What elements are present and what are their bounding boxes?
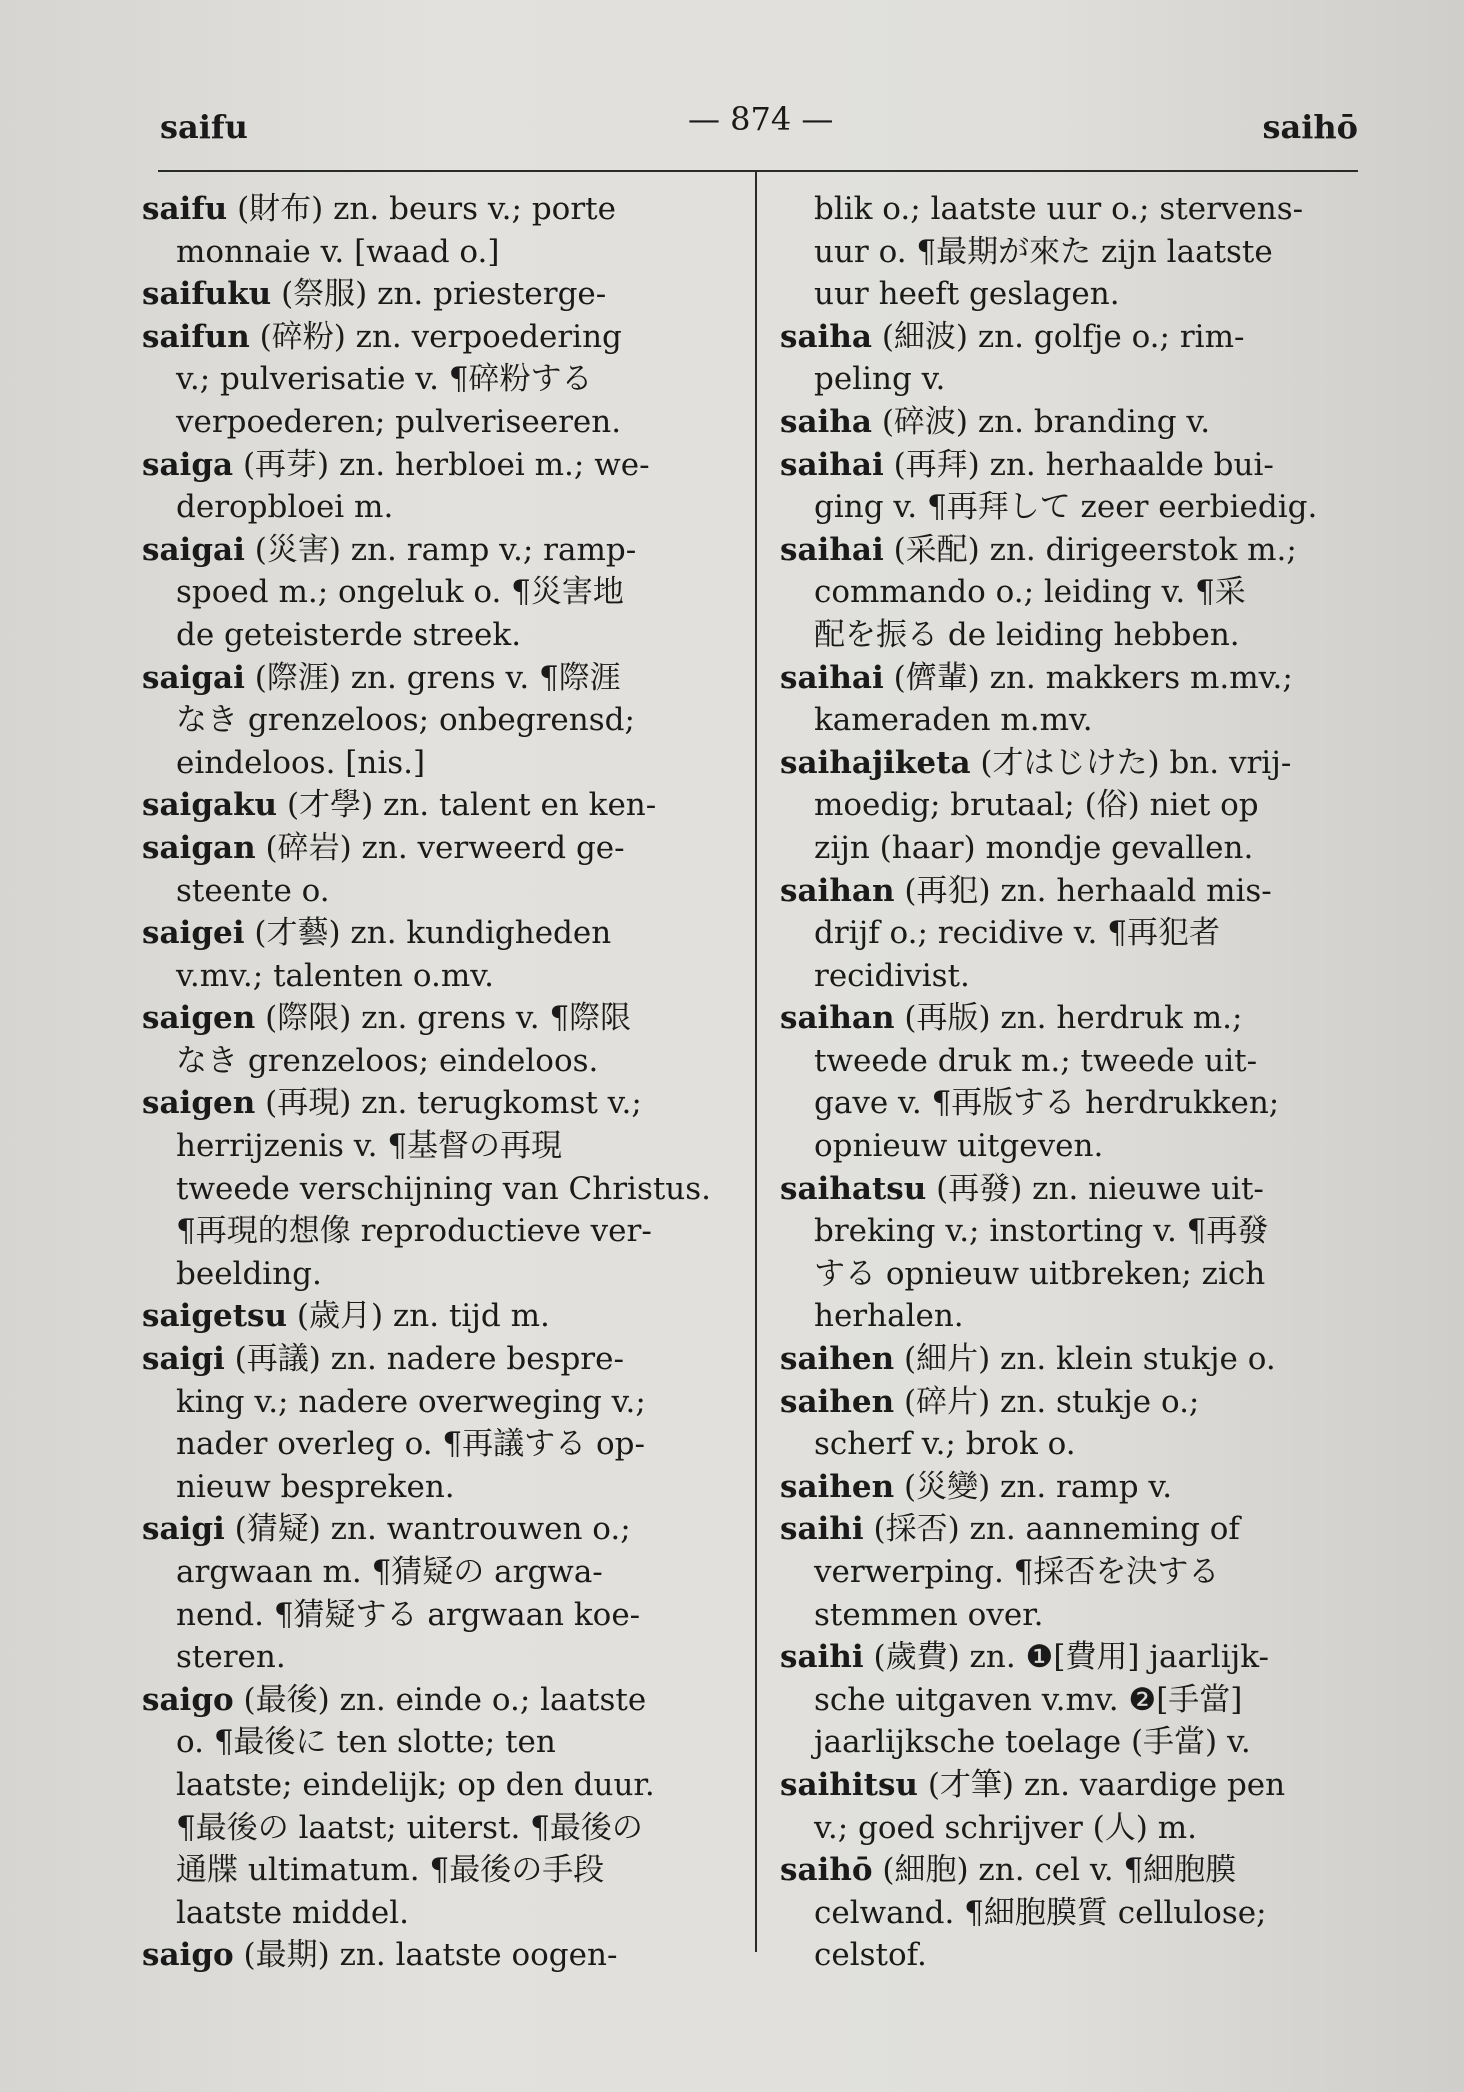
entry-line <box>780 1295 1370 1338</box>
entry-line <box>142 870 712 913</box>
entry-line <box>780 870 1370 913</box>
dictionary-entry <box>780 1338 1370 1381</box>
right-guide-word: saihō <box>1262 108 1358 146</box>
entry-text: v.; pulverisatie v. ¶碎粉する <box>176 361 593 398</box>
headword: saihan <box>780 1000 895 1037</box>
entry-text: gave v. ¶再版する herdrukken; <box>814 1085 1280 1122</box>
entry-text: verwerping. ¶採否を決する <box>814 1554 1220 1590</box>
entry-text: laatste; eindelijk; op den duur. <box>176 1766 655 1803</box>
entry-line <box>780 231 1370 274</box>
entry-line <box>780 784 1370 827</box>
headword: saifuku <box>142 276 272 313</box>
headword: saihen <box>780 1383 895 1420</box>
entry-line <box>780 273 1370 316</box>
dictionary-entry <box>142 1082 712 1295</box>
entry-text: 配を振る de leiding hebben. <box>814 616 1240 653</box>
entry-line <box>780 444 1370 487</box>
entry-text: steente o. <box>176 872 330 909</box>
entry-text: spoed m.; ongeluk o. ¶災害地 <box>176 574 624 611</box>
entry-line <box>142 1253 712 1296</box>
entry-line <box>780 358 1370 401</box>
entry-line <box>780 657 1370 700</box>
entry-line <box>142 1210 712 1253</box>
entry-line <box>142 1721 712 1764</box>
entry-text: verpoederen; pulveriseeren. <box>176 403 622 440</box>
entry-text: moedig; brutaal; (俗) niet op <box>814 787 1259 824</box>
entry-text: 通牒 ultimatum. ¶最後の手段 <box>176 1852 605 1889</box>
dictionary-entry <box>780 529 1370 657</box>
entry-text: (細片) zn. klein stukje o. <box>903 1341 1276 1378</box>
headword: saigi <box>142 1511 225 1548</box>
entry-line <box>142 1168 712 1211</box>
entry-text: (再版) zn. herdruk m.; <box>904 1000 1243 1037</box>
entry-line <box>780 571 1370 614</box>
entry-text: (災變) zn. ramp v. <box>903 1468 1173 1505</box>
entry-line <box>142 827 712 870</box>
entry-line <box>780 1168 1370 1211</box>
entry-text: blik o.; laatste uur o.; stervens- <box>814 191 1304 227</box>
dictionary-entry <box>780 742 1370 870</box>
dictionary-entry <box>780 316 1370 401</box>
entry-text: king v.; nadere overweging v.; <box>176 1383 646 1420</box>
entry-line <box>142 486 712 529</box>
entry-text: de geteisterde streek. <box>176 616 522 653</box>
dictionary-entry <box>142 657 712 785</box>
entry-line <box>780 997 1370 1040</box>
dictionary-entry <box>780 1381 1370 1466</box>
header-rule <box>158 170 1358 172</box>
entry-text: tweede druk m.; tweede uit- <box>814 1042 1258 1079</box>
dictionary-entry <box>142 1934 712 1977</box>
dictionary-entry <box>780 444 1370 529</box>
entry-line <box>142 1551 712 1594</box>
entry-line <box>780 1253 1370 1296</box>
entry-text: (災害) zn. ramp v.; ramp- <box>254 531 637 568</box>
entry-text: nader overleg o. ¶再議する op- <box>176 1426 645 1463</box>
entry-text: herrijzenis v. ¶基督の再現 <box>176 1128 563 1165</box>
entry-line <box>142 1040 712 1083</box>
dictionary-entry <box>780 870 1370 998</box>
entry-text: monnaie v. [waad o.] <box>176 233 500 270</box>
entry-text: recidivist. <box>814 957 970 994</box>
column-divider <box>755 172 757 1952</box>
entry-text: steren. <box>176 1639 286 1676</box>
entry-line <box>780 1594 1370 1637</box>
entry-text: v.mv.; talenten o.mv. <box>176 957 494 994</box>
headword: saigen <box>142 1085 256 1122</box>
dictionary-entry <box>780 1849 1370 1977</box>
headword: saihō <box>780 1852 873 1889</box>
entry-text: (最期) zn. laatste oogen- <box>243 1937 618 1974</box>
entry-line <box>142 1849 712 1892</box>
entry-line <box>780 1636 1370 1679</box>
dictionary-entry <box>142 827 712 912</box>
entry-line <box>142 784 712 827</box>
entry-line <box>142 571 712 614</box>
headword: saiga <box>142 446 234 483</box>
entry-text: nend. ¶猜疑する argwaan koe- <box>176 1596 641 1633</box>
entry-line <box>142 188 712 231</box>
entry-line <box>142 1423 712 1466</box>
entry-line <box>780 1679 1370 1722</box>
entry-text: opnieuw uitgeven. <box>814 1128 1104 1165</box>
entry-text: argwaan m. ¶猜疑の argwa- <box>176 1554 603 1590</box>
entry-line <box>780 1381 1370 1424</box>
entry-line <box>780 486 1370 529</box>
headword: saihai <box>780 446 884 483</box>
entry-line <box>780 1764 1370 1807</box>
entry-text: (細胞) zn. cel v. ¶細胞膜 <box>882 1852 1237 1889</box>
entry-line <box>142 1466 712 1509</box>
entry-text: なき grenzeloos; onbegrensd; <box>176 702 635 739</box>
entry-text: なき grenzeloos; eindeloos. <box>176 1042 599 1079</box>
entry-text: ¶最後の laatst; uiterst. ¶最後の <box>176 1809 643 1846</box>
headword: saihai <box>780 531 884 568</box>
headword: saihatsu <box>780 1170 927 1207</box>
entry-text: sche uitgaven v.mv. ❷[手當] <box>814 1681 1243 1718</box>
dictionary-entry <box>780 188 1370 316</box>
headword: saifu <box>142 191 228 227</box>
headword: saifun <box>142 318 250 355</box>
dictionary-entry <box>142 273 712 316</box>
headword: saigetsu <box>142 1298 288 1335</box>
entry-text: kameraden m.mv. <box>814 702 1093 739</box>
entry-text: (猜疑) zn. wantrouwen o.; <box>234 1511 631 1548</box>
entry-line <box>142 997 712 1040</box>
entry-line <box>142 1807 712 1850</box>
headword: saigo <box>142 1681 234 1718</box>
entry-line <box>780 955 1370 998</box>
entry-text: (最後) zn. einde o.; laatste <box>243 1681 647 1718</box>
entry-line <box>142 1594 712 1637</box>
entry-line <box>780 912 1370 955</box>
entry-text: peling v. <box>814 361 946 398</box>
entry-line <box>780 1040 1370 1083</box>
dictionary-entry <box>780 1168 1370 1338</box>
dictionary-entry <box>142 529 712 657</box>
entry-text: (歳月) zn. tijd m. <box>296 1298 550 1335</box>
headword: saihen <box>780 1468 895 1505</box>
entry-line <box>142 401 712 444</box>
entry-line <box>142 912 712 955</box>
entry-text: breking v.; instorting v. ¶再發 <box>814 1213 1269 1250</box>
headword: saihan <box>780 872 895 909</box>
entry-text: (歲費) zn. ❶[費用] jaarlijk- <box>873 1639 1269 1676</box>
headword: saihi <box>780 1511 864 1548</box>
entry-line <box>780 1082 1370 1125</box>
entry-text: herhalen. <box>814 1298 964 1335</box>
entry-line <box>142 358 712 401</box>
entry-text: (細波) zn. golfje o.; rim- <box>881 318 1245 355</box>
entry-text: (財布) zn. beurs v.; porte <box>237 191 616 227</box>
entry-line <box>780 1466 1370 1509</box>
entry-line <box>780 614 1370 657</box>
entry-line <box>142 444 712 487</box>
entry-text: (採否) zn. aanneming of <box>873 1511 1240 1548</box>
headword: saihen <box>780 1341 895 1378</box>
entry-line <box>780 316 1370 359</box>
entry-text: jaarlijksche toelage (手當) v. <box>814 1724 1251 1761</box>
entry-text: commando o.; leiding v. ¶采 <box>814 574 1246 611</box>
entry-text: nieuw bespreken. <box>176 1468 455 1505</box>
headword: saigen <box>142 1000 256 1037</box>
dictionary-entry <box>780 401 1370 444</box>
entry-text: (才學) zn. talent en ken- <box>286 787 657 824</box>
entry-line <box>142 1338 712 1381</box>
dictionary-entry <box>142 1295 712 1338</box>
entry-text: (再犯) zn. herhaald mis- <box>904 872 1272 909</box>
headword: saigan <box>142 829 256 866</box>
entry-line <box>780 1892 1370 1935</box>
entry-text: beelding. <box>176 1255 322 1292</box>
entry-text: uur heeft geslagen. <box>814 276 1120 313</box>
headword: saiha <box>780 403 872 440</box>
dictionary-entry <box>142 444 712 529</box>
entry-line <box>780 401 1370 444</box>
entry-text: (才筆) zn. vaardige pen <box>927 1766 1286 1803</box>
entry-text: ging v. ¶再拜して zeer eerbiedig. <box>814 489 1318 526</box>
entry-line <box>142 1508 712 1551</box>
entry-text: v.; goed schrijver (人) m. <box>814 1809 1197 1846</box>
entry-text: (再拜) zn. herhaalde bui- <box>893 446 1274 483</box>
entry-text: zijn (haar) mondje gevallen. <box>814 829 1254 866</box>
entry-text: (碎粉) zn. verpoedering <box>259 318 622 355</box>
entry-text: tweede verschijning van Christus. <box>176 1170 712 1207</box>
entry-line <box>780 1721 1370 1764</box>
entry-line <box>142 1636 712 1679</box>
entry-text: (際涯) zn. grens v. ¶際涯 <box>254 659 621 696</box>
dictionary-entry <box>142 188 712 273</box>
entry-text: ¶再現的想像 reproductieve ver- <box>176 1213 652 1250</box>
headword: saihi <box>780 1639 864 1676</box>
page-number: — 874 — <box>688 100 834 138</box>
entry-line <box>142 1764 712 1807</box>
entry-line <box>780 1807 1370 1850</box>
entry-line <box>142 1295 712 1338</box>
page-header <box>158 100 1358 160</box>
entry-line <box>142 529 712 572</box>
headword: saigaku <box>142 787 278 824</box>
entry-text: (才藝) zn. kundigheden <box>254 915 612 952</box>
entry-line <box>142 614 712 657</box>
dictionary-entry <box>142 997 712 1082</box>
entry-text: deropbloei m. <box>176 489 394 526</box>
entry-line <box>142 1934 712 1977</box>
dictionary-entry <box>780 1636 1370 1764</box>
entry-line <box>780 827 1370 870</box>
entry-text: drijf o.; recidive v. ¶再犯者 <box>814 915 1220 952</box>
dictionary-entry <box>142 1679 712 1935</box>
entry-text: (儕輩) zn. makkers m.mv.; <box>893 659 1293 696</box>
entry-text: (才はじけた) bn. vrij- <box>980 744 1292 781</box>
entry-text: (再發) zn. nieuwe uit- <box>936 1170 1264 1207</box>
entry-line <box>780 742 1370 785</box>
entry-line <box>780 529 1370 572</box>
headword: saihai <box>780 659 884 696</box>
headword: saigo <box>142 1937 234 1974</box>
headword: saigi <box>142 1341 225 1378</box>
dictionary-entry <box>780 1764 1370 1849</box>
entry-line <box>780 1423 1370 1466</box>
dictionary-entry <box>142 1508 712 1678</box>
dictionary-entry <box>142 912 712 997</box>
entry-line <box>780 1508 1370 1551</box>
entry-text: celwand. ¶細胞膜質 cellulose; <box>814 1894 1267 1931</box>
entry-line <box>142 1892 712 1935</box>
entry-line <box>142 1679 712 1722</box>
dictionary-entry <box>780 1508 1370 1636</box>
dictionary-entry <box>142 784 712 827</box>
right-column <box>780 188 1370 1977</box>
entry-text: laatste middel. <box>176 1894 410 1931</box>
entry-text: eindeloos. [nis.] <box>176 744 426 781</box>
entry-text: uur o. ¶最期が來た zijn laatste <box>814 233 1273 270</box>
entry-line <box>142 1381 712 1424</box>
entry-line <box>142 273 712 316</box>
dictionary-entry <box>780 1466 1370 1509</box>
entry-text: (際限) zn. grens v. ¶際限 <box>265 1000 632 1037</box>
entry-line <box>780 699 1370 742</box>
entry-line <box>142 742 712 785</box>
entry-line <box>142 955 712 998</box>
entry-text: celstof. <box>814 1937 927 1974</box>
entry-line <box>142 699 712 742</box>
entry-line <box>780 1338 1370 1381</box>
entry-text: (采配) zn. dirigeerstok m.; <box>893 531 1297 568</box>
entry-text: (再芽) zn. herbloei m.; we- <box>242 446 650 483</box>
entry-line <box>780 1934 1370 1977</box>
headword: saihajiketa <box>780 744 971 781</box>
dictionary-entry <box>142 316 712 444</box>
left-column <box>142 188 712 1977</box>
left-guide-word: saifu <box>160 108 248 146</box>
headword: saihitsu <box>780 1766 918 1803</box>
entry-line <box>142 1082 712 1125</box>
entry-text: (碎片) zn. stukje o.; <box>903 1383 1200 1420</box>
entry-line <box>780 1125 1370 1168</box>
headword: saigei <box>142 915 245 952</box>
headword: saigai <box>142 659 245 696</box>
entry-text: stemmen over. <box>814 1596 1044 1633</box>
entry-line <box>780 1849 1370 1892</box>
dictionary-entry <box>780 997 1370 1167</box>
entry-text: (再現) zn. terugkomst v.; <box>265 1085 642 1122</box>
headword: saiha <box>780 318 872 355</box>
entry-line <box>142 657 712 700</box>
dictionary-entry <box>142 1338 712 1508</box>
entry-text: する opnieuw uitbreken; zich <box>814 1255 1266 1292</box>
entry-line <box>780 1210 1370 1253</box>
entry-line <box>780 188 1370 231</box>
entry-line <box>142 1125 712 1168</box>
entry-text: o. ¶最後に ten slotte; ten <box>176 1724 556 1761</box>
entry-text: (再議) zn. nadere bespre- <box>234 1341 624 1378</box>
headword: saigai <box>142 531 245 568</box>
entry-text: scherf v.; brok o. <box>814 1426 1076 1463</box>
entry-text: (碎岩) zn. verweerd ge- <box>265 829 625 866</box>
dictionary-entry <box>780 657 1370 742</box>
entry-line <box>142 316 712 359</box>
entry-line <box>780 1551 1370 1594</box>
entry-text: (祭服) zn. priesterge- <box>281 276 607 313</box>
entry-line <box>142 231 712 274</box>
entry-text: (碎波) zn. branding v. <box>881 403 1211 440</box>
